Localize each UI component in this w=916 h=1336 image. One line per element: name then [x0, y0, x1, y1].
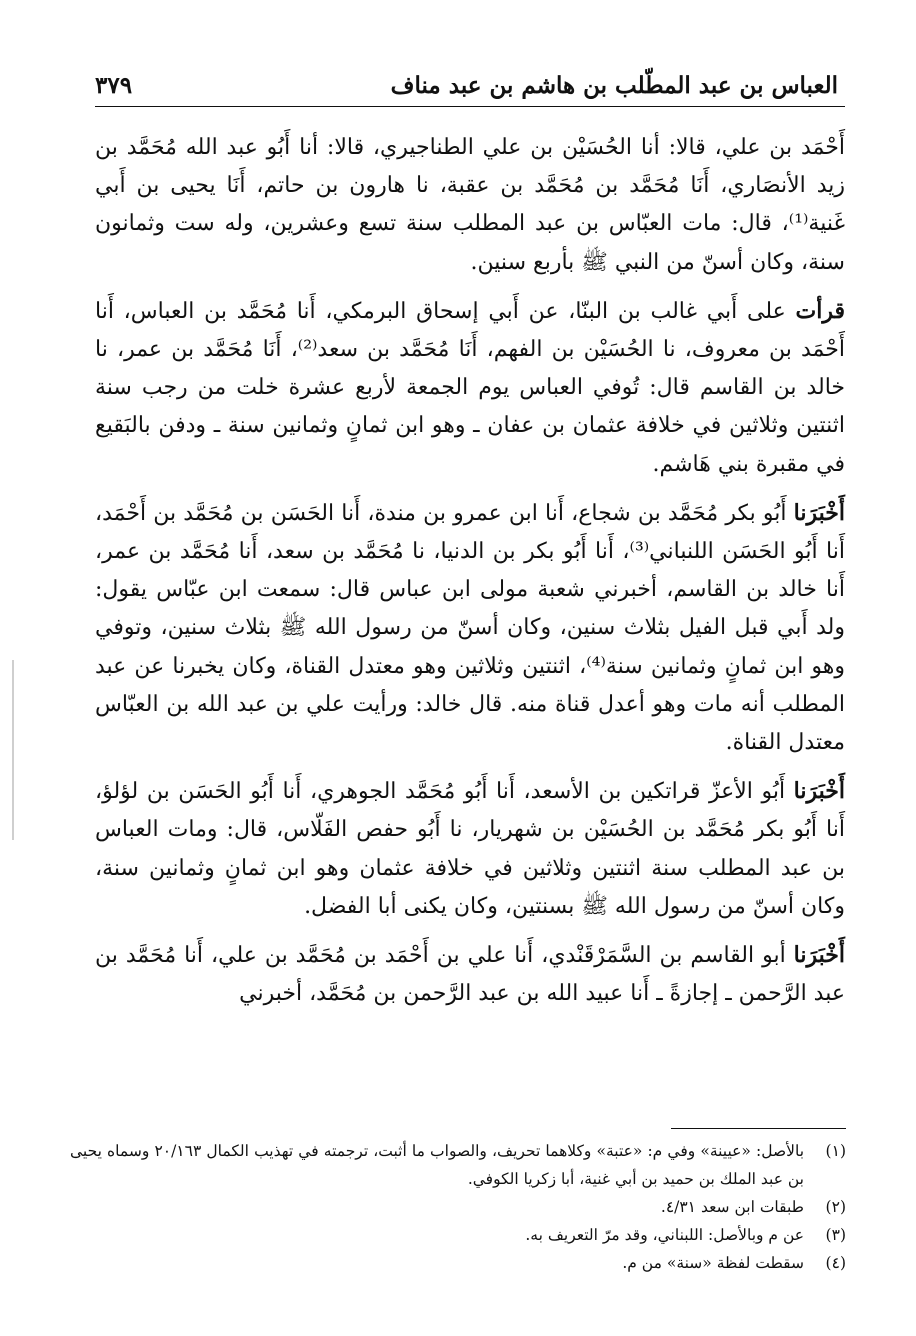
running-title: العباس بن عبد المطّلب بن هاشم بن عبد مناف [390, 72, 838, 99]
paragraph-5 [95, 936, 845, 1013]
footnote-number: (٤) [825, 1254, 846, 1272]
paragraph-text: على أَبي غالب بن البنّا، عن أَبي إسحاق البرمكي، أَنا مُحَمَّد بن العباس، أَنا أَحْمَد بن معروف، نا الحُسَيْن بن الفهم، أَنَا مُحَمَّد بن سعد⁽²⁾، أَنَا مُحَمَّد بن عمر، نا خالد بن القاسم قال: تُوفي العباس يوم الجمعة لأربع عشرة خلت من رجب سنة اثنتين وثلاثين في خلافة عثمان بن عفان ـ وهو ابن ثمانٍ وثمانين سنة ـ ودفن بالبَقيع في مقبرة بني هَاشم. [95, 298, 845, 477]
footnote-number: (١) [825, 1142, 846, 1160]
footnote-1 [70, 1137, 846, 1193]
paragraph-text: أبو القاسم بن السَّمَرْقَنْدي، أَنا علي بن أَحْمَد بن مُحَمَّد بن علي، أَنا مُحَمَّد بن عبد الرَّحمن ـ إجازةً ـ أَنا عبيد الله بن عبد الرَّحمن بن مُحَمَّد، أخبرني [95, 943, 845, 1007]
footnote-text: بالأصل: «عيينة» وفي م: «عتبة» وكلاهما تحريف، والصواب ما أثبت، ترجمته في تهذيب الكمال ٢٠/١٦٣ وسماه يحيى بن عبد الملك بن حميد بن أبي غنية، أبا زكريا الكوفي. [70, 1142, 805, 1188]
paragraph-intro: أَخْبَرَنا [793, 499, 845, 526]
paragraph-text: أَحْمَد بن علي، قالا: أنا الحُسَيْن بن علي الطناجيري، قالا: أنا أَبُو عبد الله مُحَمَّد بن زيد الأنصَاري، أَنَا مُحَمَّد بن مُحَمَّد بن عقبة، نا هارون بن حاتم، أَنَا يحيى بن أَبي غَنية⁽¹⁾، قال: مات العبّاس بن عبد المطلب سنة تسع وعشرين، وله ست وثمانون سنة، وكان أسنّ من النبي ﷺ بأربع سنين. [95, 135, 845, 275]
paragraph-intro: أَخْبَرَنا [793, 942, 845, 969]
footnote-text: عن م وبالأصل: اللبناني، وقد مرّ التعريف به. [525, 1226, 804, 1244]
footnote-text: طبقات ابن سعد ٤/٣١. [660, 1198, 804, 1216]
footnote-3 [70, 1221, 846, 1249]
footnote-number: (٣) [825, 1226, 846, 1244]
page-number: ٣٧٩ [95, 72, 133, 99]
paragraph-intro: أَخْبَرَنا [793, 778, 845, 805]
footnote-separator [671, 1128, 846, 1129]
footnote-number: (٢) [825, 1198, 846, 1216]
header-rule [95, 106, 845, 107]
footnotes [70, 1137, 846, 1277]
page-header [95, 68, 838, 108]
paragraph-3 [95, 494, 845, 762]
paragraph-2 [95, 292, 845, 484]
paragraph-text: أَبُو بكر مُحَمَّد بن شجاع، أَنا ابن عمرو بن مندة، أَنا الحَسَن بن مُحَمَّد بن أَحْمَد، أَنا أَبُو الحَسَن اللنباني⁽³⁾، أَنا أَبُو بكر بن الدنيا، نا مُحَمَّد بن سعد، أَنا مُحَمَّد بن عمر، أَنا خالد بن القاسم، أخبرني شعبة مولى ابن عباس قال: سمعت ابن عبّاس يقول: ولد أَبي قبل الفيل بثلاث سنين، وكان أسنّ من رسول الله ﷺ بثلاث سنين، وتوفي وهو ابن ثمانٍ وثمانين سنة⁽⁴⁾، اثنتين وثلاثين وهو معتدل القناة، وكان يخبرنا عن عبد المطلب أنه مات وهو أعدل قناة منه. قال خالد: ورأيت علي بن عبد الله بن العبّاس معتدل القناة. [95, 500, 846, 756]
footnote-text: سقطت لفظة «سنة» من م. [622, 1254, 804, 1272]
paragraph-text: أَبُو الأعزّ قراتكين بن الأسعد، أَنا أَبُو مُحَمَّد الجوهري، أَنا أَبُو الحَسَن بن لؤلؤ، أَنا أَبُو بكر مُحَمَّد بن الحُسَيْن بن شهريار، نا أَبُو حفص الفَلّاس، قال: ومات العباس بن عبد المطلب سنة اثنتين وثلاثين في خلافة عثمان وهو ابن ثمانٍ وثمانين سنة، وكان أسنّ من رسول الله ﷺ بسنتين، وكان يكنى أبا الفضل. [95, 779, 845, 919]
paragraph-4 [95, 772, 845, 926]
footnote-2 [70, 1193, 846, 1221]
footnote-4 [70, 1249, 846, 1277]
paragraph-1 [95, 128, 845, 282]
page-edge-shadow [12, 660, 14, 840]
paragraph-intro: قرأت [795, 297, 845, 324]
main-text [95, 128, 845, 1023]
